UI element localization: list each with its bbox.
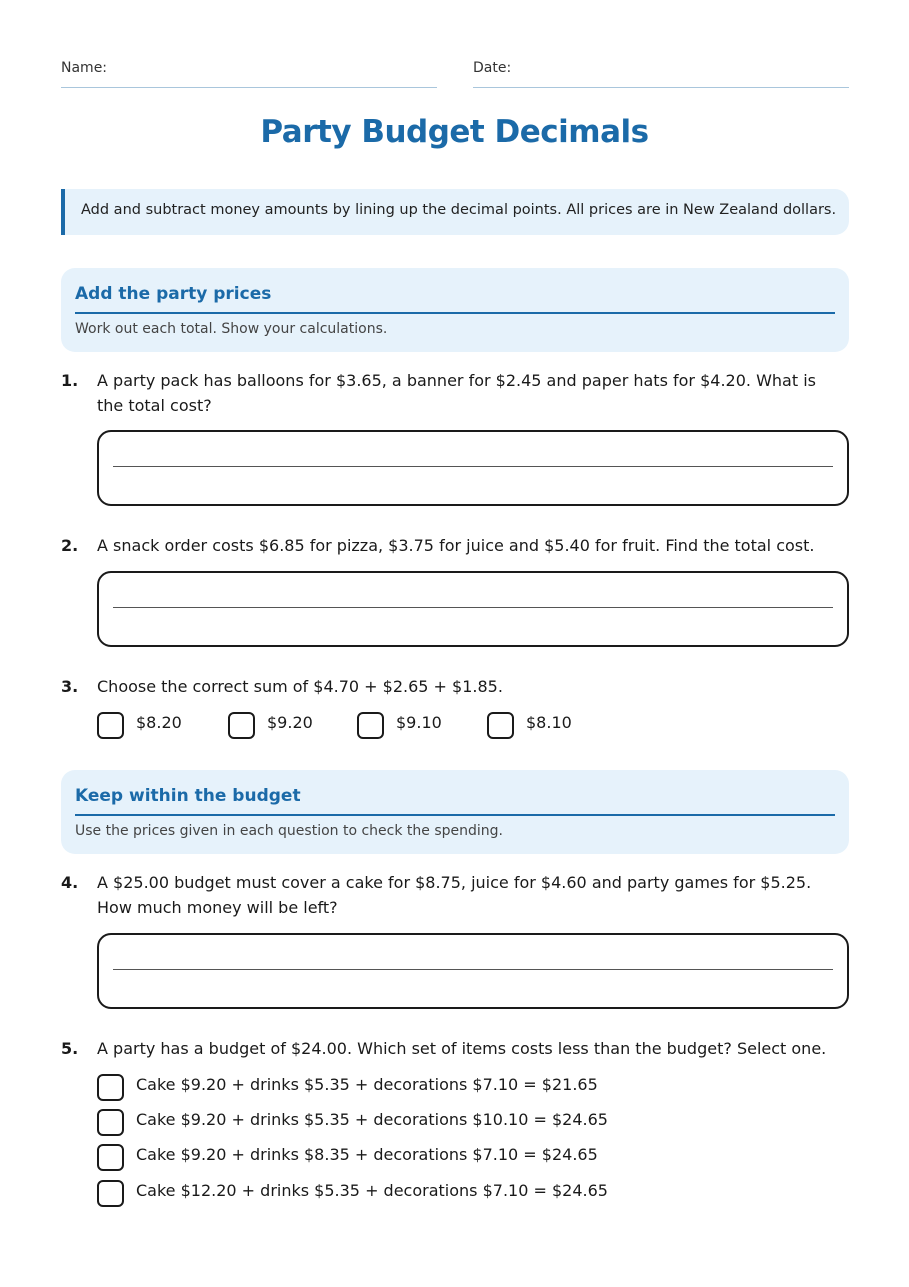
checkbox[interactable] bbox=[228, 712, 255, 739]
answer-box-4[interactable] bbox=[97, 933, 849, 1009]
q3-option-c[interactable] bbox=[357, 712, 467, 740]
question-5 bbox=[61, 1036, 849, 1061]
intro-callout: Add and subtract money amounts by lining up the decimal points. All prices are in New Zealand dollars. bbox=[61, 189, 849, 235]
name-field[interactable] bbox=[61, 60, 437, 88]
question-text: A snack order costs $6.85 for pizza, $3.75 for juice and $5.40 for fruit. Find the total cost. bbox=[97, 536, 815, 555]
option-label: $9.10 bbox=[396, 713, 442, 732]
question-number: 5. bbox=[61, 1039, 79, 1058]
answer-box-1[interactable] bbox=[97, 430, 849, 506]
option-label: $8.20 bbox=[136, 713, 182, 732]
question-2 bbox=[61, 533, 849, 558]
section-add-prices bbox=[61, 268, 849, 352]
answer-box-2[interactable] bbox=[97, 571, 849, 647]
page-title: Party Budget Decimals bbox=[260, 114, 649, 150]
checkbox[interactable] bbox=[357, 712, 384, 739]
q5-option-b[interactable] bbox=[97, 1109, 697, 1137]
date-label: Date: bbox=[473, 60, 512, 76]
question-number: 4. bbox=[61, 873, 79, 892]
answer-line bbox=[113, 466, 833, 467]
section-divider bbox=[75, 814, 835, 816]
question-3 bbox=[61, 674, 849, 699]
checkbox[interactable] bbox=[97, 1074, 124, 1101]
question-text: A party pack has balloons for $3.65, a banner for $2.45 and paper hats for $4.20. What is the total cost? bbox=[97, 371, 816, 415]
answer-line bbox=[113, 607, 833, 608]
question-1 bbox=[61, 368, 849, 418]
question-text: Choose the correct sum of $4.70 + $2.65 + $1.85. bbox=[97, 677, 503, 696]
q5-option-d[interactable] bbox=[97, 1180, 697, 1208]
checkbox[interactable] bbox=[97, 1109, 124, 1136]
question-4 bbox=[61, 870, 849, 920]
q5-option-c[interactable] bbox=[97, 1144, 697, 1172]
header-row bbox=[61, 60, 849, 88]
question-number: 3. bbox=[61, 677, 79, 696]
question-text: A party has a budget of $24.00. Which set of items costs less than the budget? Select one. bbox=[97, 1039, 827, 1058]
option-label: Cake $9.20 + drinks $8.35 + decorations $7.10 = $24.65 bbox=[136, 1145, 598, 1164]
section-budget bbox=[61, 770, 849, 854]
option-label: $9.20 bbox=[267, 713, 313, 732]
q5-option-a[interactable] bbox=[97, 1074, 697, 1102]
date-field[interactable] bbox=[473, 60, 849, 88]
checkbox[interactable] bbox=[487, 712, 514, 739]
option-label: $8.10 bbox=[526, 713, 572, 732]
q3-option-b[interactable] bbox=[228, 712, 338, 740]
q3-option-a[interactable] bbox=[97, 712, 207, 740]
section-subtitle: Work out each total. Show your calculations. bbox=[75, 321, 388, 337]
section-subtitle: Use the prices given in each question to check the spending. bbox=[75, 823, 503, 839]
question-number: 1. bbox=[61, 371, 79, 390]
q3-option-d[interactable] bbox=[487, 712, 597, 740]
checkbox[interactable] bbox=[97, 1144, 124, 1171]
section-title: Add the party prices bbox=[75, 284, 272, 304]
question-number: 2. bbox=[61, 536, 79, 555]
checkbox[interactable] bbox=[97, 1180, 124, 1207]
section-divider bbox=[75, 312, 835, 314]
answer-line bbox=[113, 969, 833, 970]
checkbox[interactable] bbox=[97, 712, 124, 739]
option-label: Cake $9.20 + drinks $5.35 + decorations $7.10 = $21.65 bbox=[136, 1075, 598, 1094]
option-label: Cake $9.20 + drinks $5.35 + decorations $10.10 = $24.65 bbox=[136, 1110, 608, 1129]
question-text: A $25.00 budget must cover a cake for $8.75, juice for $4.60 and party games for $5.25. How much money will be left? bbox=[97, 873, 812, 917]
option-label: Cake $12.20 + drinks $5.35 + decorations $7.10 = $24.65 bbox=[136, 1181, 608, 1200]
name-label: Name: bbox=[61, 60, 108, 76]
section-title: Keep within the budget bbox=[75, 786, 301, 806]
